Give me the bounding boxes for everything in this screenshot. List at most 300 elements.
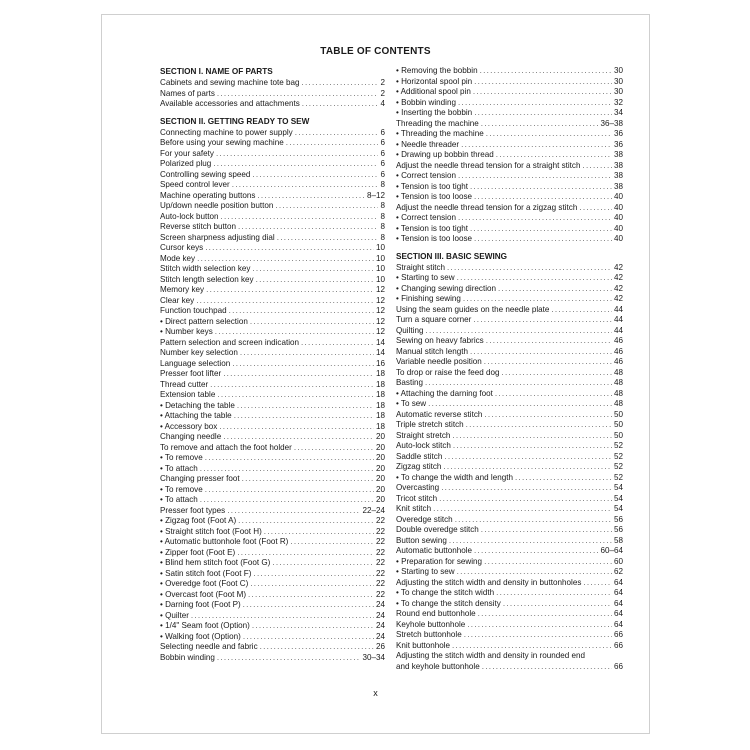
- toc-entry-page: 48: [613, 388, 623, 398]
- toc-entry-title: Extension table: [160, 390, 216, 399]
- dot-leader: [229, 306, 374, 317]
- toc-entry: [160, 422, 385, 433]
- toc-entry-title: • 1/4" Seam foot (Option): [160, 621, 250, 630]
- toc-entry-page: 10: [375, 274, 385, 284]
- toc-entry-page: 40: [613, 213, 623, 222]
- toc-entry: [160, 590, 385, 601]
- toc-entry-page: 30: [613, 66, 623, 75]
- toc-entry: [160, 128, 385, 139]
- toc-entry-page: 48: [613, 378, 623, 387]
- toc-entry-page: 18: [375, 400, 385, 410]
- dot-leader: [452, 431, 612, 442]
- dot-leader: [486, 129, 612, 140]
- toc-entry-page: 46: [613, 336, 623, 345]
- dot-leader: [482, 662, 612, 673]
- toc-entry: [396, 557, 623, 568]
- dot-leader: [275, 201, 378, 212]
- dot-leader: [223, 369, 374, 380]
- toc-entry-title: Turn a square corner: [396, 315, 472, 324]
- toc-entry-title: Thread cutter: [160, 379, 209, 389]
- dot-leader: [257, 191, 365, 202]
- toc-entry: [396, 630, 623, 641]
- toc-entry-title: • Finishing sewing: [396, 294, 461, 303]
- dot-leader: [474, 234, 612, 245]
- toc-entry-title: Threading the machine: [396, 118, 479, 128]
- toc-entry-page: 64: [613, 619, 623, 629]
- toc-entry: [396, 515, 623, 526]
- dot-leader: [484, 357, 612, 368]
- page-title: TABLE OF CONTENTS: [320, 46, 431, 57]
- dot-leader: [252, 264, 374, 275]
- dot-leader: [250, 317, 374, 328]
- toc-entry: [160, 579, 385, 590]
- dot-leader: [495, 389, 612, 400]
- toc-entry-title: Double overedge stitch: [396, 525, 479, 534]
- dot-leader: [433, 504, 612, 515]
- toc-entry: [160, 243, 385, 254]
- dot-leader: [238, 516, 374, 527]
- toc-entry-page: 20: [375, 484, 385, 494]
- dot-leader: [237, 548, 374, 559]
- toc-entry-page: 10: [375, 253, 385, 263]
- toc-entry-page: 64: [613, 577, 623, 587]
- toc-entry: [396, 588, 623, 599]
- dot-leader: [301, 338, 374, 349]
- toc-entry-page: 6: [380, 138, 385, 147]
- toc-entry-page: 54: [613, 493, 623, 503]
- dot-leader: [272, 558, 374, 569]
- dot-leader: [215, 327, 374, 338]
- toc-entry: [396, 284, 623, 295]
- toc-entry: [160, 485, 385, 496]
- toc-entry: [160, 621, 385, 632]
- dot-leader: [551, 305, 612, 316]
- dot-leader: [200, 464, 374, 475]
- toc-entry-title: • To change the width and length: [396, 472, 513, 482]
- toc-entry-title: Automatic buttonhole: [396, 546, 473, 555]
- toc-entry-title: • Straight stitch foot (Foot H): [160, 526, 262, 536]
- toc-entry: [396, 98, 623, 109]
- dot-leader: [238, 222, 378, 233]
- toc-entry-title: • Automatic buttonhole foot (Foot R): [160, 537, 289, 546]
- toc-entry-page: 54: [613, 504, 623, 513]
- toc-entry-page: 38: [613, 171, 623, 180]
- toc-entry-page: 10: [375, 264, 385, 273]
- toc-entry-page: 22: [375, 516, 385, 525]
- toc-entry-page: 18: [375, 369, 385, 378]
- toc-right-column: [396, 66, 623, 672]
- toc-entry: [160, 443, 385, 454]
- toc-entry-title: Manual stitch length: [396, 346, 468, 356]
- dot-leader: [474, 108, 612, 119]
- toc-entry-title: Reverse stitch button: [160, 222, 237, 231]
- toc-entry-title: • To change the stitch density: [396, 598, 501, 608]
- toc-entry-title: Overcasting: [396, 483, 440, 492]
- toc-entry-page: 12: [375, 327, 385, 336]
- dot-leader: [243, 632, 374, 643]
- dot-leader: [457, 567, 612, 578]
- toc-entry: [396, 182, 623, 193]
- toc-entry: [160, 222, 385, 233]
- toc-entry: [160, 149, 385, 160]
- dot-leader: [425, 378, 612, 389]
- toc-entry: [396, 389, 623, 400]
- toc-entry-title: • Attaching the darning foot: [396, 388, 493, 398]
- toc-entry-page: 22–24: [362, 505, 385, 515]
- dot-leader: [484, 410, 612, 421]
- toc-entry: [396, 536, 623, 547]
- toc-entry-title: Auto-lock stitch: [396, 441, 451, 450]
- toc-entry: [160, 495, 385, 506]
- toc-entry-title: Selecting needle and fabric: [160, 642, 258, 651]
- toc-entry: [396, 119, 623, 130]
- toc-entry-page: 50: [613, 420, 623, 429]
- section-heading: SECTION II. GETTING READY TO SEW: [160, 116, 310, 126]
- toc-entry-title: Cursor keys: [160, 243, 204, 252]
- toc-entry-title: • To attach: [160, 463, 198, 473]
- toc-entry-title: • Bobbin winding: [396, 97, 456, 107]
- toc-entry-title: Auto-lock button: [160, 211, 219, 221]
- toc-entry: [396, 263, 623, 274]
- toc-entry-title: Machine operating buttons: [160, 190, 256, 200]
- toc-entry: [160, 348, 385, 359]
- toc-entry-page: 64: [613, 588, 623, 597]
- toc-entry-title: Straight stretch: [396, 430, 451, 440]
- toc-entry-title: • Darning foot (Foot P): [160, 600, 241, 609]
- toc-entry-page: 44: [613, 315, 623, 324]
- dot-leader: [290, 537, 374, 548]
- toc-entry-title: • Removing the bobbin: [396, 66, 478, 75]
- toc-entry: [396, 357, 623, 368]
- toc-entry: [396, 171, 623, 182]
- toc-entry-title: Mode key: [160, 253, 196, 263]
- dot-leader: [467, 620, 612, 631]
- toc-entry-title: • Needle threader: [396, 139, 460, 149]
- dot-leader: [210, 380, 374, 391]
- toc-entry-page: 12: [375, 295, 385, 305]
- toc-entry-page: 18: [375, 411, 385, 420]
- dot-leader: [242, 474, 374, 485]
- dot-leader: [481, 525, 612, 536]
- toc-entry-text: Adjusting the stitch width and density in rounded end: [396, 651, 585, 660]
- dot-leader: [213, 159, 378, 170]
- toc-entry-title: Controlling sewing speed: [160, 169, 251, 179]
- toc-entry-page: 66: [613, 661, 623, 671]
- dot-leader: [484, 557, 612, 568]
- toc-entry-page: 66: [613, 630, 623, 639]
- toc-entry-title: • To change the stitch width: [396, 588, 495, 597]
- toc-entry-title: Changing presser foot: [160, 474, 240, 483]
- toc-entry-page: 38: [613, 160, 623, 170]
- toc-entry: [160, 99, 385, 110]
- dot-leader: [473, 315, 612, 326]
- toc-entry: [396, 129, 623, 140]
- toc-entry-page: 6: [380, 169, 385, 179]
- document-page: [101, 14, 650, 734]
- dot-leader: [197, 254, 374, 265]
- toc-entry-title: • To remove: [160, 484, 203, 494]
- page-number: x: [373, 688, 378, 698]
- dot-leader: [439, 494, 612, 505]
- toc-entry-title: Adjust the needle thread tension for a zigzag stitch: [396, 202, 578, 212]
- dot-leader: [449, 536, 612, 547]
- toc-entry-title: • Satin stitch foot (Foot F): [160, 568, 252, 578]
- toc-entry: [396, 315, 623, 326]
- toc-entry: [396, 441, 623, 452]
- dot-leader: [205, 243, 374, 254]
- toc-entry-page: 36–38: [600, 118, 623, 128]
- toc-entry-title: Adjusting the stitch width and density in buttonholes: [396, 577, 582, 587]
- toc-entry-page: 22: [375, 568, 385, 578]
- toc-entry: [396, 326, 623, 337]
- toc-entry: [396, 347, 623, 358]
- dot-leader: [463, 294, 612, 305]
- dot-leader: [248, 590, 374, 601]
- toc-entry: [396, 578, 623, 589]
- toc-entry: [396, 305, 623, 316]
- toc-entry-page: 32: [613, 97, 623, 107]
- toc-entry: [396, 494, 623, 505]
- toc-entry-title: • To attach: [160, 495, 198, 504]
- toc-entry-title: Names of parts: [160, 88, 215, 98]
- toc-entry: [160, 359, 385, 370]
- toc-entry: [160, 527, 385, 538]
- toc-entry-page: 22: [375, 537, 385, 546]
- toc-entry-title: • Quilter: [160, 610, 189, 620]
- toc-entry-title: To drop or raise the feed dog: [396, 367, 500, 377]
- toc-entry-title: • Accessory box: [160, 421, 218, 431]
- toc-entry: [396, 410, 623, 421]
- toc-entry-page: 8: [380, 211, 385, 221]
- toc-entry-title: • Tension is too tight: [396, 181, 468, 191]
- toc-entry-title: • Direct pattern selection: [160, 316, 248, 326]
- dot-leader: [464, 630, 612, 641]
- toc-entry: [160, 285, 385, 296]
- dot-leader: [205, 485, 374, 496]
- dot-leader: [232, 359, 374, 370]
- toc-entry: [160, 390, 385, 401]
- toc-entry-page: 64: [613, 609, 623, 618]
- toc-entry: [160, 254, 385, 265]
- toc-entry-title: Basting: [396, 378, 423, 387]
- toc-entry-page: 16: [375, 358, 385, 368]
- toc-entry-page: 22: [375, 558, 385, 567]
- dot-leader: [466, 420, 612, 431]
- dot-leader: [583, 578, 612, 589]
- toc-entry-page: 40: [613, 223, 623, 233]
- dot-leader: [240, 348, 374, 359]
- toc-entry: [396, 224, 623, 235]
- toc-entry-page: 24: [375, 610, 385, 620]
- toc-entry-page: 12: [375, 285, 385, 294]
- toc-entry: [160, 632, 385, 643]
- toc-entry-title: Stretch buttonhole: [396, 630, 462, 639]
- toc-entry: [160, 516, 385, 527]
- dot-leader: [243, 600, 374, 611]
- toc-entry-title: • Overcast foot (Foot M): [160, 589, 247, 599]
- dot-leader: [200, 495, 374, 506]
- toc-entry: [396, 567, 623, 578]
- dot-leader: [470, 182, 612, 193]
- toc-entry-title: Screen sharpness adjusting dial: [160, 232, 275, 242]
- toc-entry-title: Zigzag stitch: [396, 462, 442, 471]
- dot-leader: [461, 140, 612, 151]
- toc-entry: [160, 558, 385, 569]
- toc-entry-page: 20: [375, 495, 385, 504]
- toc-entry-page: 20: [375, 432, 385, 441]
- toc-entry-page: 8–12: [366, 190, 385, 200]
- dot-leader: [455, 515, 612, 526]
- toc-entry: [396, 473, 623, 484]
- toc-entry-title: • Horizontal spool pin: [396, 76, 473, 86]
- toc-entry-title: Keyhole buttonhole: [396, 619, 466, 629]
- toc-entry-title: • Correct tension: [396, 171, 456, 180]
- toc-entry-title: Button sewing: [396, 535, 447, 545]
- toc-entry-page: 24: [375, 631, 385, 641]
- toc-left-column: [160, 66, 385, 663]
- toc-entry-title: Tricot stitch: [396, 493, 438, 503]
- toc-entry-title: Using the seam guides on the needle plate: [396, 304, 550, 314]
- dot-leader: [206, 285, 374, 296]
- dot-leader: [498, 284, 612, 295]
- dot-leader: [256, 275, 374, 286]
- dot-leader: [481, 119, 599, 130]
- toc-entry-title: • Starting to sew: [396, 567, 455, 576]
- dot-leader: [277, 233, 379, 244]
- toc-entry: [160, 474, 385, 485]
- toc-entry: [396, 662, 623, 673]
- toc-entry-page: 20: [375, 442, 385, 452]
- dot-leader: [452, 641, 612, 652]
- toc-entry-page: 2: [380, 88, 385, 98]
- toc-entry: [396, 609, 623, 620]
- toc-entry-title: • Zigzag foot (Foot A): [160, 516, 237, 525]
- section-heading: SECTION III. BASIC SEWING: [396, 251, 507, 261]
- dot-leader: [425, 326, 612, 337]
- toc-entry: [396, 161, 623, 172]
- dot-leader: [453, 441, 612, 452]
- toc-entry-title: Memory key: [160, 285, 205, 294]
- toc-entry: [396, 234, 623, 245]
- dot-leader: [441, 483, 612, 494]
- toc-entry-title: • Correct tension: [396, 213, 456, 222]
- toc-entry-title: Bobbin winding: [160, 652, 215, 662]
- toc-entry: [396, 546, 623, 557]
- dot-leader: [302, 99, 379, 110]
- toc-entry-title: • Tension is too loose: [396, 234, 473, 243]
- toc-entry-title: Speed control lever: [160, 180, 230, 189]
- dot-leader: [253, 569, 374, 580]
- dot-leader: [294, 443, 374, 454]
- toc-entry-page: 22: [375, 547, 385, 557]
- toc-entry: [396, 504, 623, 515]
- toc-entry: [396, 483, 623, 494]
- toc-entry-page: 34: [613, 108, 623, 117]
- toc-entry: [160, 569, 385, 580]
- toc-entry-page: 14: [375, 348, 385, 357]
- toc-entry-page: 60–64: [600, 546, 623, 555]
- toc-entry-page: 10: [375, 243, 385, 252]
- toc-entry: [396, 66, 623, 77]
- toc-entry-title: Function touchpad: [160, 306, 227, 315]
- toc-entry-title: Overedge stitch: [396, 514, 453, 524]
- toc-entry: [160, 653, 385, 664]
- dot-leader: [457, 273, 612, 284]
- toc-entry: [396, 203, 623, 214]
- toc-entry-page: 30–34: [362, 652, 385, 662]
- dot-leader: [470, 224, 612, 235]
- toc-entry: [396, 87, 623, 98]
- toc-entry-page: 44: [613, 304, 623, 314]
- toc-entry-title: Number key selection: [160, 348, 238, 357]
- dot-leader: [217, 89, 379, 100]
- toc-entry-page: 22: [375, 579, 385, 588]
- toc-entry-title: Stitch width selection key: [160, 264, 251, 273]
- toc-entry-page: 40: [613, 234, 623, 243]
- dot-leader: [447, 263, 612, 274]
- toc-entry-title: Sewing on heavy fabrics: [396, 336, 484, 345]
- toc-entry: [160, 191, 385, 202]
- toc-entry: [396, 452, 623, 463]
- toc-entry-title: Polarized plug: [160, 159, 212, 168]
- toc-entry-page: 18: [375, 421, 385, 431]
- toc-entry: [396, 140, 623, 151]
- dot-leader: [474, 546, 598, 557]
- toc-entry-page: 56: [613, 525, 623, 534]
- toc-entry-page: 50: [613, 430, 623, 440]
- toc-entry-title: Straight stitch: [396, 262, 446, 272]
- toc-entry-page: 46: [613, 357, 623, 366]
- toc-entry: [396, 420, 623, 431]
- toc-entry-page: 4: [380, 99, 385, 108]
- dot-leader: [474, 77, 612, 88]
- dot-leader: [502, 368, 612, 379]
- dot-leader: [221, 212, 379, 223]
- dot-leader: [444, 452, 612, 463]
- toc-entry-title: • Preparation for sewing: [396, 556, 483, 566]
- toc-entry: [160, 600, 385, 611]
- toc-entry-page: 42: [613, 262, 623, 272]
- dot-leader: [458, 213, 612, 224]
- toc-entry: [160, 264, 385, 275]
- toc-entry: [396, 192, 623, 203]
- toc-entry-page: 52: [613, 472, 623, 482]
- toc-entry: [160, 296, 385, 307]
- toc-entry: [160, 380, 385, 391]
- toc-entry-page: 38: [613, 181, 623, 191]
- toc-entry-title: • Additional spool pin: [396, 87, 471, 96]
- toc-entry-page: 66: [613, 640, 623, 650]
- toc-entry: [160, 401, 385, 412]
- toc-entry-page: 26: [375, 642, 385, 651]
- toc-entry-page: 50: [613, 409, 623, 419]
- toc-entry-title: Up/down needle position button: [160, 201, 274, 210]
- toc-entry-title: Connecting machine to power supply: [160, 127, 293, 137]
- toc-entry: [160, 642, 385, 653]
- toc-entry-title: Triple stretch stitch: [396, 420, 464, 429]
- toc-entry: [160, 464, 385, 475]
- toc-entry-title: • Blind hem stitch foot (Foot G): [160, 558, 271, 567]
- toc-entry-title: • Attaching the table: [160, 411, 232, 420]
- toc-entry: [396, 462, 623, 473]
- toc-entry-title: Available accessories and attachments: [160, 99, 300, 108]
- toc-entry: [396, 77, 623, 88]
- dot-leader: [458, 171, 612, 182]
- toc-entry-page: 64: [613, 598, 623, 608]
- dot-leader: [205, 453, 374, 464]
- toc-entry-page: 6: [380, 159, 385, 168]
- toc-entry: [396, 378, 623, 389]
